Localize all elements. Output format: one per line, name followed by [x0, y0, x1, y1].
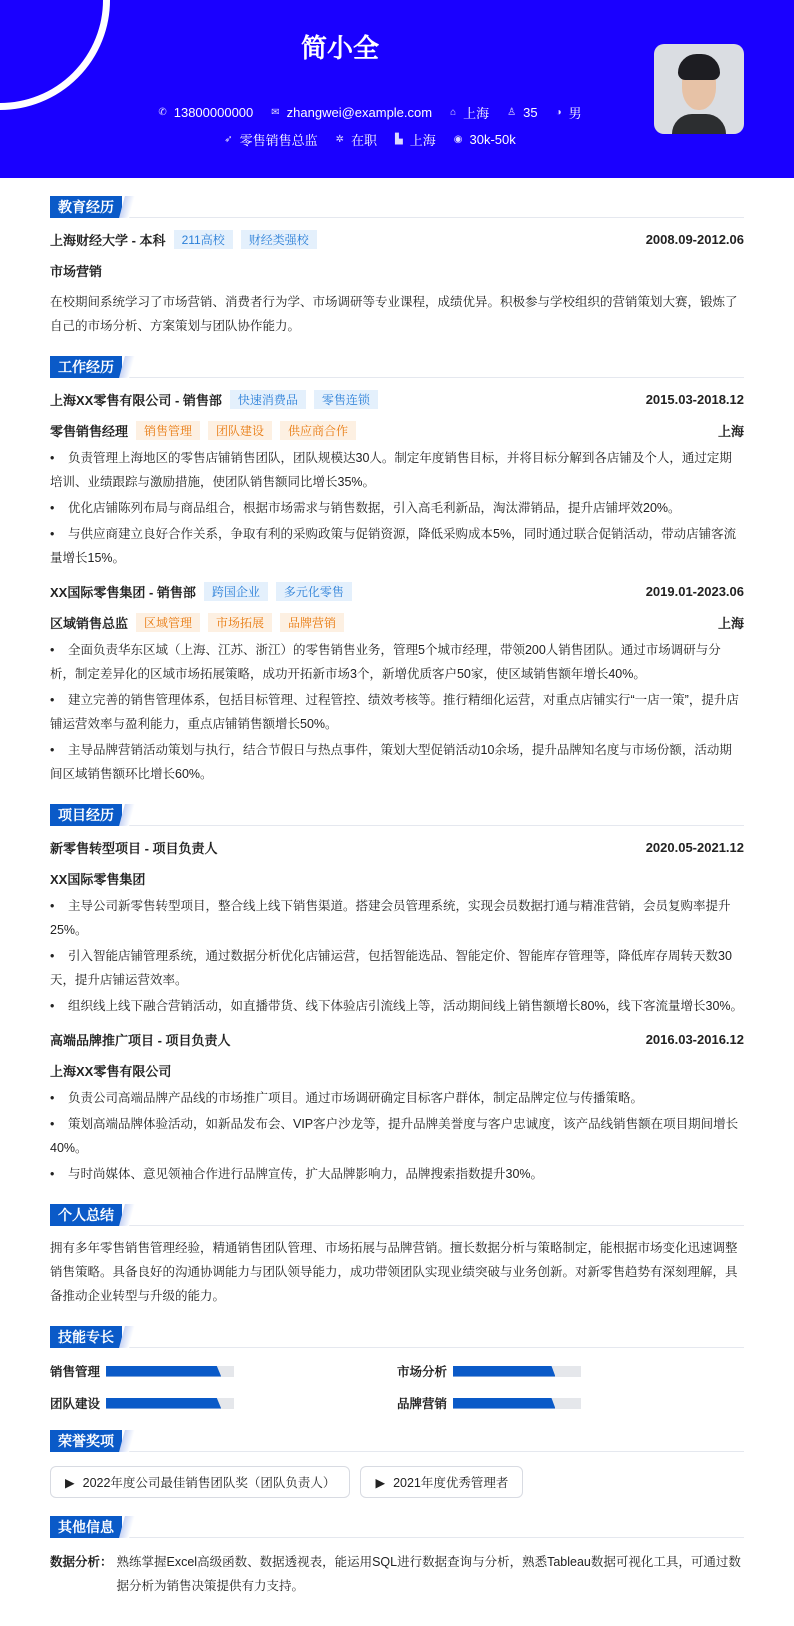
skills-grid — [50, 1362, 744, 1412]
job-intent-row — [0, 130, 680, 149]
skill-item: 品牌营销 — [397, 1394, 744, 1412]
date: 2015.03-2018.12 — [645, 392, 744, 407]
resume-header — [0, 0, 794, 178]
date: 2020.05-2021.12 — [645, 840, 744, 855]
triangle-right-icon: ▶ — [375, 1475, 386, 1490]
triangle-right-icon: ▶ — [65, 1475, 75, 1490]
location: 上海 — [717, 424, 744, 439]
other-item — [50, 1550, 744, 1598]
bullet: • 与供应商建立良好合作关系，争取有利的采购政策与促销资源，降低采购成本5%，同时通过联合促销活动，带动店铺客流量增长15%。 — [50, 522, 744, 570]
location: 上海 — [717, 616, 744, 631]
bullet: • 组织线上线下融合营销活动，如直播带货、线下体验店引流线上等，活动期间线上销售额增长80%，线下客流量增长30%。 — [50, 994, 744, 1018]
tag: 跨国企业 — [204, 582, 268, 601]
age-item: ♙ 35 — [507, 105, 538, 120]
tag: 多元化零售 — [276, 582, 352, 601]
project-org: XX国际零售集团 — [50, 872, 146, 887]
avatar — [654, 44, 744, 134]
award-item: ▶ 2021年度优秀管理者 — [360, 1466, 523, 1498]
bullet: • 主导公司新零售转型项目，整合线上线下销售渠道。搭建会员管理系统，实现会员数据打通与精准营销，会员复购率提升25%。 — [50, 894, 744, 942]
skill-item: 市场分析 — [397, 1362, 744, 1380]
bullet: • 优化店铺陈列布局与商品组合，根据市场需求与销售数据，引入高毛利新品，淘汰滞销品，提升店铺坪效20%。 — [50, 496, 744, 520]
education-row — [50, 230, 744, 249]
phone-icon: ✆ — [158, 107, 167, 118]
gender-icon: ◑ — [555, 107, 562, 118]
gender-item: ◑ 男 — [555, 106, 582, 121]
project-name: 新零售转型项目 - 项目负责人 — [50, 841, 218, 856]
summary-text: 拥有多年零售销售管理经验，精通销售团队管理、市场拓展与品牌营销。擅长数据分析与策略制定，能根据市场变化迅速调整销售策略。具备良好的沟通协调能力与团队领导能力，成功带领团队实现业绩突破与业务创新。对新零售趋势有深刻理解，具备推动企业转型与升级的能力。 — [50, 1241, 738, 1303]
section-projects: 项目经历 — [50, 804, 744, 826]
date: 2008.09-2012.06 — [645, 232, 744, 247]
award-item: ▶ 2022年度公司最佳销售团队奖（团队负责人） — [50, 1466, 350, 1498]
job-entry — [50, 582, 744, 786]
skill-bar — [453, 1366, 581, 1377]
candidate-name: 简小全 — [300, 33, 379, 63]
bullet: • 策划高端品牌体验活动，如新品发布会、VIP客户沙龙等，提升品牌美誉度与客户忠诚度，该产品线销售额在项目期间增长40%。 — [50, 1112, 744, 1160]
education-desc: 在校期间系统学习了市场营销、消费者行为学、市场调研等专业课程，成绩优异。积极参与学校组织的营销策划大赛，锻炼了自己的市场分析、方案策划与团队协作能力。 — [50, 295, 738, 333]
tag: 团队建设 — [208, 421, 272, 440]
project-org: 上海XX零售有限公司 — [50, 1064, 172, 1079]
tag: 财经类强校 — [241, 230, 317, 249]
tag: 品牌营销 — [280, 613, 344, 632]
bullet: • 引入智能店铺管理系统，通过数据分析优化店铺运营，包括智能选品、智能定价、智能库存管理等，降低库存周转天数30天，提升店铺运营效率。 — [50, 944, 744, 992]
section-education: 教育经历 — [50, 196, 744, 218]
status-item: ✲ 在职 — [335, 133, 378, 148]
building-icon: ▙ — [395, 134, 403, 145]
home-icon: ⌂ — [450, 107, 457, 118]
contact-row — [0, 103, 680, 122]
awards-list — [50, 1466, 744, 1498]
tag: 零售连锁 — [314, 390, 378, 409]
company: 上海XX零售有限公司 - 销售部 — [50, 393, 222, 408]
bullet: • 负责管理上海地区的零售店铺销售团队，团队规模达30人。制定年度销售目标，并将目标分解到各店铺及个人，通过定期培训、业绩跟踪与激励措施，使团队销售额同比增长35%。 — [50, 446, 744, 494]
role: 区域销售总监 — [50, 616, 129, 631]
role: 零售销售经理 — [50, 424, 129, 439]
other-key: 数据分析： — [50, 1555, 113, 1569]
company: XX国际零售集团 - 销售部 — [50, 585, 196, 600]
other-value: 熟练掌握Excel高级函数、数据透视表，能运用SQL进行数据查询与分析，熟悉Tableau数据可视化工具，可通过数据分析为销售决策提供有力支持。 — [116, 1555, 741, 1593]
send-icon: ➶ — [224, 134, 233, 145]
mail-icon: ✉ — [271, 107, 280, 118]
bullet: • 主导品牌营销活动策划与执行，结合节假日与热点事件，策划大型促销活动10余场，提升品牌知名度与市场份额，活动期间区域销售额环比增长60%。 — [50, 738, 744, 786]
skill-item: 销售管理 — [50, 1362, 397, 1380]
tag: 供应商合作 — [280, 421, 356, 440]
home-item: ⌂ 上海 — [450, 106, 490, 121]
section-awards: 荣誉奖项 — [50, 1430, 744, 1452]
major: 市场营销 — [50, 264, 103, 279]
tag: 211高校 — [174, 230, 233, 249]
project-entry — [50, 838, 744, 1018]
date: 2019.01-2023.06 — [645, 584, 744, 599]
project-name: 高端品牌推广项目 - 项目负责人 — [50, 1033, 231, 1048]
skill-bar — [106, 1398, 234, 1409]
age-icon: ♙ — [507, 107, 517, 118]
city-item: ▙ 上海 — [395, 133, 436, 148]
bullet: • 与时尚媒体、意见领袖合作进行品牌宣传，扩大品牌影响力，品牌搜索指数提升30%。 — [50, 1162, 744, 1186]
skill-item: 团队建设 — [50, 1394, 397, 1412]
bullet: • 负责公司高端品牌产品线的市场推广项目。通过市场调研确定目标客户群体，制定品牌定位与传播策略。 — [50, 1086, 744, 1110]
skill-bar — [453, 1398, 581, 1409]
section-work: 工作经历 — [50, 356, 744, 378]
school-name: 上海财经大学 - 本科 — [50, 233, 166, 248]
status-icon: ✲ — [335, 134, 345, 145]
tag: 市场拓展 — [208, 613, 272, 632]
tag: 区域管理 — [136, 613, 200, 632]
salary-icon: ◉ — [453, 134, 463, 145]
target-role-item: ➶ 零售销售总监 — [224, 133, 318, 148]
phone-item: ✆ 13800000000 — [158, 105, 254, 120]
section-skills: 技能专长 — [50, 1326, 744, 1348]
salary-item: ◉ 30k-50k — [453, 132, 516, 147]
bullet: • 建立完善的销售管理体系，包括目标管理、过程管控、绩效考核等。推行精细化运营，对重点店铺实行“一店一策”，提升店铺运营效率与盈利能力，重点店铺销售额增长50%。 — [50, 688, 744, 736]
tag: 快速消费品 — [230, 390, 306, 409]
tag: 销售管理 — [136, 421, 200, 440]
email-item[interactable]: ✉ zhangwei@example.com — [271, 105, 433, 120]
bullet: • 全面负责华东区域（上海、江苏、浙江）的零售销售业务，管理5个城市经理，带领200人销售团队。通过市场调研与分析，制定差异化的区域市场拓展策略，成功开拓新市场3个，新增优质客户50家，使区域销售额年增长40%。 — [50, 638, 744, 686]
skill-bar — [106, 1366, 234, 1377]
date: 2016.03-2016.12 — [645, 1032, 744, 1047]
section-summary: 个人总结 — [50, 1204, 744, 1226]
job-entry — [50, 390, 744, 570]
section-other: 其他信息 — [50, 1516, 744, 1538]
project-entry — [50, 1030, 744, 1186]
